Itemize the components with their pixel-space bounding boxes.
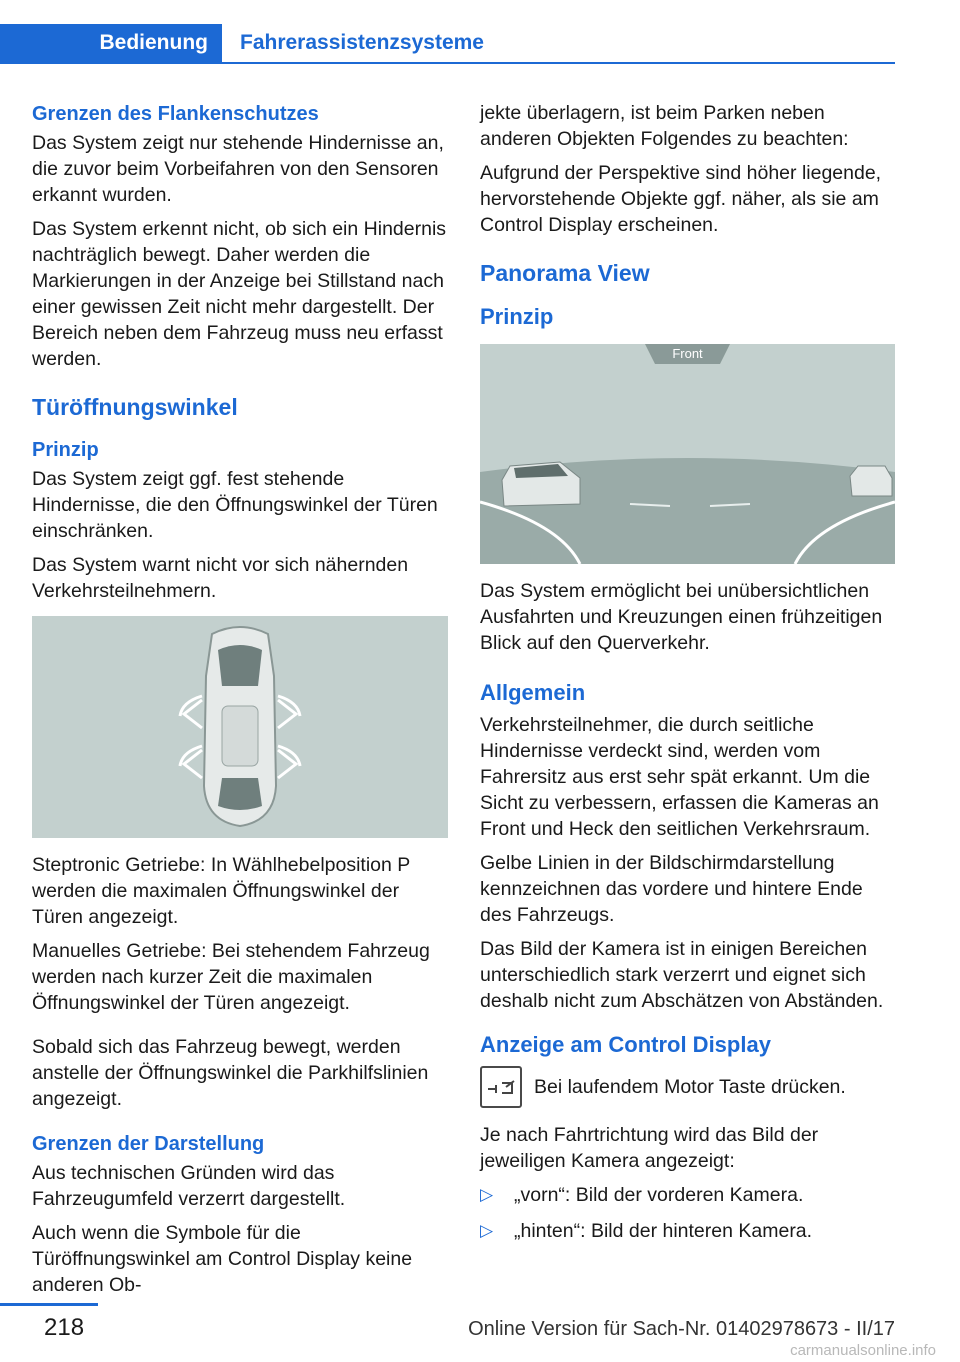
heading-grenzen-flankenschutz: Grenzen des Flankenschutzes — [32, 103, 319, 125]
paragraph: Aufgrund der Perspektive sind höher liegende, hervorstehende Objekte ggf. näher, als sie am Control Display erscheinen. — [480, 162, 882, 236]
heading-allgemein: Allgemein — [480, 680, 586, 705]
list-item-text: „hinten“: Bild der hinteren Kamera. — [514, 1220, 813, 1242]
list-item — [480, 1218, 896, 1244]
paragraph: Aus technischen Gründen wird das Fahrzeugumfeld verzerrt dargestellt. — [32, 1162, 346, 1210]
paragraph: Steptronic Getriebe: In Wählhebelposition P werden die maximalen Öffnungswinkel der Türen angezeigt. — [32, 854, 410, 928]
panorama-camera-image — [480, 344, 895, 564]
left-column — [32, 100, 448, 1306]
key-instruction — [480, 1066, 896, 1108]
paragraph: Gelbe Linien in der Bildschirmdarstellung kennzeichnen das vordere und hintere Ende des Fahrzeugs. — [480, 852, 863, 926]
key-instruction-text: Bei laufendem Motor Taste drücken. — [534, 1076, 846, 1098]
heading-prinzip: Prinzip — [480, 304, 554, 329]
door-angle-illustration — [32, 616, 448, 838]
online-version-note: Online Version für Sach-Nr. 01402978673 - II/17 — [468, 1318, 895, 1340]
paragraph: Das System erkennt nicht, ob sich ein Hindernis nachträglich bewegt. Daher werden die Markierungen in der Anzeige bei Stillstand nach einer gewissen Zeit nicht mehr dargestellt. Der Bereich neben dem Fahrzeug muss neu erfasst werden. — [32, 218, 447, 370]
list-item-text: „vorn“: Bild der vorderen Kamera. — [514, 1184, 804, 1206]
paragraph: Verkehrsteilnehmer, die durch seitliche Hindernisse verdeckt sind, werden vom Fahrersitz aus erst sehr spät erkannt. Um die Sicht zu verbessern, erfassen die Kameras an Front und Heck den seitlichen Verkehrsraum. — [480, 714, 879, 840]
panorama-view-image — [480, 344, 895, 564]
parking-camera-button-icon — [480, 1066, 522, 1108]
tab-fahrerassistenzsysteme[interactable]: Fahrerassistenzsysteme — [240, 31, 484, 54]
paragraph: Das System warnt nicht vor sich nähernden Verkehrsteilnehmern. — [32, 554, 409, 602]
heading-anzeige-control-display: Anzeige am Control Display — [480, 1032, 771, 1057]
heading-prinzip: Prinzip — [32, 439, 99, 461]
paragraph: Das Bild der Kamera ist in einigen Bereichen unterschiedlich stark verzerrt und eignet sich deshalb nicht zum Abschätzen von Abständen. — [480, 938, 884, 1012]
paragraph: Das System ermöglicht bei unübersichtlichen Ausfahrten und Kreuzungen einen frühzeitigen Blick auf den Querverkehr. — [480, 580, 883, 654]
bullet-triangle-icon: ▷ — [480, 1185, 494, 1204]
front-label: Front — [672, 346, 703, 361]
watermark-site: carmanualsonline.info — [790, 1342, 936, 1359]
paragraph: Auch wenn die Symbole für die Türöffnungswinkel am Control Display keine anderen Ob- — [32, 1222, 413, 1296]
header-tabbar — [0, 24, 895, 64]
paragraph: Das System zeigt ggf. fest stehende Hindernisse, die den Öffnungswinkel der Türen einschränken. — [32, 468, 438, 542]
heading-panorama-view: Panorama View — [480, 260, 650, 286]
paragraph: Je nach Fahrtrichtung wird das Bild der jeweiligen Kamera angezeigt: — [480, 1124, 819, 1172]
list-item — [480, 1182, 896, 1208]
car-top-view-image — [32, 616, 448, 838]
tab-bedienung[interactable]: Bedienung — [0, 24, 222, 62]
paragraph: jekte überlagern, ist beim Parken neben anderen Objekten Folgendes zu beachten: — [480, 102, 849, 150]
bullet-triangle-icon: ▷ — [480, 1221, 494, 1240]
footer-divider — [0, 1303, 98, 1306]
paragraph: Das System zeigt nur stehende Hindernisse an, die zuvor beim Vorbeifahren von den Sensoren erkannt wurden. — [32, 132, 444, 206]
heading-tueroeffnungswinkel: Türöffnungswinkel — [32, 394, 238, 420]
heading-grenzen-darstellung: Grenzen der Darstellung — [32, 1133, 265, 1155]
paragraph: Manuelles Getriebe: Bei stehendem Fahrzeug werden nach kurzer Zeit die maximalen Öffnungswinkel der Türen angezeigt. — [32, 940, 430, 1014]
paragraph: Sobald sich das Fahrzeug bewegt, werden anstelle der Öffnungswinkel die Parkhilfslinien angezeigt. — [32, 1036, 429, 1110]
page-number: 218 — [44, 1314, 85, 1341]
right-column — [480, 100, 896, 1254]
